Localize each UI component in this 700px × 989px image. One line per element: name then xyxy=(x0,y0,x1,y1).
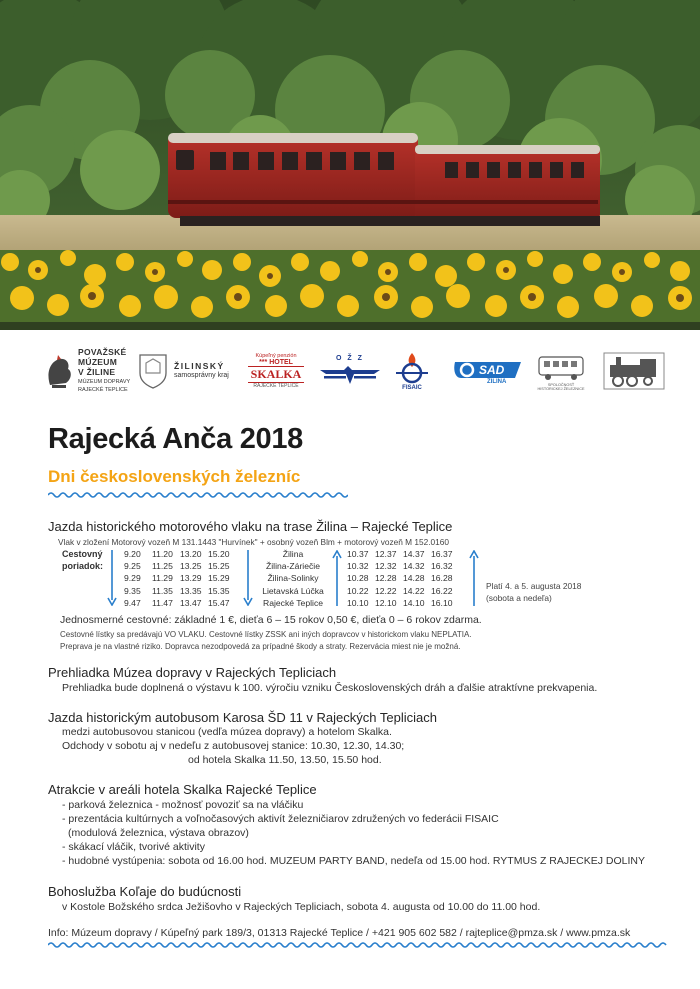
timetable-label-line1: Cestovný xyxy=(62,549,103,559)
timetable-time: 9.25 xyxy=(124,561,141,572)
timetable-time: 10.22 xyxy=(347,585,369,596)
timetable-time: 15.29 xyxy=(208,573,230,584)
sad-zilina-logo xyxy=(453,345,523,397)
timetable-time: 11.47 xyxy=(152,597,173,608)
page-subtitle: Dni československých železníc xyxy=(48,467,301,486)
timetable-column xyxy=(431,548,453,609)
contact-info: Info: Múzeum dopravy / Kúpeľný park 189/3, 01313 Rajecké Teplice / +421 905 602 582 / rajteplice@pmza.sk / www.pmza.sk xyxy=(48,927,631,939)
timetable-time: 12.37 xyxy=(375,549,397,559)
museum-section-heading: Prehliadka Múzea dopravy v Rajeckých Tepliciach xyxy=(48,665,337,680)
timetable-time: 16.10 xyxy=(431,597,453,608)
bus-section-heading: Jazda historickým autobusom Karosa ŠD 11 v Rajeckých Tepliciach xyxy=(48,710,437,725)
timetable-time: 14.37 xyxy=(403,549,425,559)
timetable-time: 15.25 xyxy=(208,561,230,572)
station-name: Žilina-Záriečie xyxy=(266,561,320,572)
timetable-time: 15.35 xyxy=(208,585,230,596)
fisaic-logo-text: FISAIC xyxy=(402,385,422,391)
timetable-label xyxy=(62,548,103,572)
validity-note xyxy=(486,580,581,604)
winged-wheel-icon xyxy=(318,362,382,388)
timetable-time: 16.32 xyxy=(431,561,453,572)
timetable-time: 14.22 xyxy=(403,585,425,596)
timetable-stations xyxy=(258,548,328,609)
fare-text: Jednosmerné cestovné: základné 1 €, dieťa 6 – 15 rokov 0,50 €, dieťa 0 – 6 rokov zdarma. xyxy=(60,614,482,626)
bus-line-1: medzi autobusovou stanicou (vedľa múzea dopravy) a hotelom Skalka. xyxy=(62,726,392,738)
service-section-heading: Bohoslužba Koľaje do budúcnosti xyxy=(48,884,242,899)
liability-note: Preprava je na vlastné riziko. Dopravca nezodpovedá za prípadné škody a straty. Rezervácia miest nie je možná. xyxy=(60,642,461,651)
timetable-time: 11.25 xyxy=(152,561,173,572)
bus-line-3: od hotela Skalka 11.50, 13.50, 15.50 hod. xyxy=(188,754,382,766)
ticket-note: Cestovné lístky sa predávajú VO VLAKU. Cestovné lístky ZSSK ani iných dopravcov v historickom vlaku NEPLATIA. xyxy=(60,630,472,639)
timetable-time: 9.47 xyxy=(124,597,141,608)
attraction-item: (modulová železnica, výstava obrazov) xyxy=(68,827,249,839)
steam-locomotive-icon xyxy=(602,349,666,393)
timetable-column xyxy=(180,548,202,609)
attraction-item: - skákací vláčik, tvorivé aktivity xyxy=(62,841,205,853)
train-composition: Vlak v zložení Motorový vozeň M 131.1443 "Hurvínek" + osobný vozeň Blm + motorový vozeň M 152.0160 xyxy=(58,537,449,547)
hotel-skalka-logo xyxy=(246,345,306,397)
museum-logo-line2: MÚZEUM xyxy=(78,356,118,367)
museum-text: Prehliadka bude doplnená o výstavu k 100. výročiu vzniku Československých dráh a ďalšie atraktívne prekvapenia. xyxy=(62,682,598,694)
timetable-time: 13.35 xyxy=(180,585,202,596)
timetable-time: 11.20 xyxy=(152,549,173,559)
timetable-time: 11.29 xyxy=(152,573,173,584)
timetable-time: 9.29 xyxy=(124,573,141,584)
ozz-logo xyxy=(318,345,382,397)
hero-photo xyxy=(0,0,700,330)
timetable-time: 13.25 xyxy=(180,561,202,572)
station-name: Žilina-Solinky xyxy=(267,573,319,584)
page-title: Rajecká Anča 2018 xyxy=(48,423,304,455)
timetable-time: 10.37 xyxy=(347,549,369,559)
train-section-heading: Jazda historického motorového vlaku na trase Žilina – Rajecké Teplice xyxy=(48,519,453,534)
attractions-section-heading: Atrakcie v areáli hotela Skalka Rajecké Teplice xyxy=(48,782,317,797)
sad-logo-name: SAD xyxy=(479,363,505,377)
attraction-item: - parková železnica - možnosť povoziť sa na vláčiku xyxy=(62,799,304,811)
railway-society-text: SPOLOČNOSŤ HISTORICKEJ ŽELEZNICE xyxy=(537,383,585,391)
timetable-time: 9.35 xyxy=(124,585,141,596)
hotel-logo-mid: *** HOTEL xyxy=(259,359,293,366)
flame-wheel-icon xyxy=(392,351,432,385)
timetable-time: 16.37 xyxy=(431,549,453,559)
coat-of-arms-icon xyxy=(138,353,168,389)
timetable-time: 15.47 xyxy=(208,597,230,608)
station-name: Lietavská Lúčka xyxy=(262,585,324,596)
museum-logo-line4: MÚZEUM DOPRAVY xyxy=(78,379,131,386)
wave-divider-footer xyxy=(48,941,670,949)
timetable-time: 12.28 xyxy=(375,573,397,584)
hotel-logo-top: Kúpeľný penzión xyxy=(255,353,297,359)
timetable-column xyxy=(152,548,173,609)
zsk-logo xyxy=(138,345,229,397)
timetable-time: 9.20 xyxy=(124,549,141,559)
service-text: v Kostole Božského srdca Ježišovho v Rajeckých Tepliciach, sobota 4. augusta od 10.00 do 11.00 hod. xyxy=(62,901,541,913)
timetable-time: 12.22 xyxy=(375,585,397,596)
museum-logo-line5: RAJECKÉ TEPLICE xyxy=(78,387,128,394)
bus-line-2: Odchody v sobotu aj v nedeľu z autobusovej stanice: 10.30, 12.30, 14.30; xyxy=(62,740,405,752)
timetable-column xyxy=(347,548,369,609)
timetable-time: 14.10 xyxy=(403,597,425,608)
hotel-logo-name: SKALKA xyxy=(248,366,305,383)
timetable-column xyxy=(403,548,425,609)
museum-logo-line1: POVAŽSKÉ xyxy=(78,346,127,357)
station-name: Žilina xyxy=(282,549,304,559)
validity-line2: (sobota a nedeľa) xyxy=(486,593,552,603)
station-name: Rajecké Teplice xyxy=(262,597,324,608)
timetable-time: 12.32 xyxy=(375,561,397,572)
timetable-time: 11.35 xyxy=(152,585,173,596)
timetable-time: 10.32 xyxy=(347,561,369,572)
attraction-item: - hudobné vystúpenia: sobota od 16.00 hod. MUZEUM PARTY BAND, nedeľa od 15.00 hod. RYTMUS Z RAJECKEJ DOLINY xyxy=(62,855,645,867)
attraction-item: - prezentácia kultúrnych a voľnočasových aktivít železničiarov združených vo federácii FISAIC xyxy=(62,813,499,825)
timetable-time: 12.10 xyxy=(375,597,397,608)
timetable-time: 13.47 xyxy=(180,597,202,608)
timetable-time: 10.10 xyxy=(347,597,369,608)
timetable-time: 14.32 xyxy=(403,561,425,572)
timetable-time: 13.29 xyxy=(180,573,202,584)
railway-society-logo xyxy=(535,345,587,397)
hotel-logo-bottom: RAJECKÉ TEPLICE xyxy=(253,383,299,389)
arrow-up-icon xyxy=(469,550,479,606)
train-in-sunflower-field-image xyxy=(0,0,700,330)
museum-logo xyxy=(44,345,130,397)
fisaic-logo xyxy=(390,345,434,397)
partner-logos xyxy=(40,345,670,401)
wave-divider xyxy=(48,491,348,499)
museum-logo-line3: V ŽILINE xyxy=(78,366,116,377)
sad-logo-city: ŽILINA xyxy=(487,379,507,385)
timetable-time: 15.20 xyxy=(208,549,230,559)
arrow-down-icon xyxy=(243,550,253,606)
timetable-time: 16.28 xyxy=(431,573,453,584)
arrow-down-icon xyxy=(107,550,117,606)
timetable-column xyxy=(375,548,397,609)
rooster-icon xyxy=(44,351,74,391)
railcar-icon xyxy=(536,351,586,383)
zsk-logo-line1: ŽILINSKÝ xyxy=(174,360,225,371)
arrow-up-icon xyxy=(332,550,342,606)
timetable-time: 10.28 xyxy=(347,573,369,584)
timetable-label-line2: poriadok: xyxy=(62,561,104,571)
timetable-column xyxy=(208,548,230,609)
train-illustration xyxy=(168,133,600,226)
validity-line1: Platí 4. a 5. augusta 2018 xyxy=(486,581,582,591)
zsk-logo-line2: samosprávny kraj xyxy=(174,372,229,379)
timetable-time: 16.22 xyxy=(431,585,453,596)
timetable-column xyxy=(124,548,141,609)
steam-locomotive-logo xyxy=(602,345,666,397)
ozz-logo-text: O Ž Z xyxy=(336,354,364,362)
timetable-time: 14.28 xyxy=(403,573,425,584)
timetable-time: 13.20 xyxy=(180,549,202,559)
